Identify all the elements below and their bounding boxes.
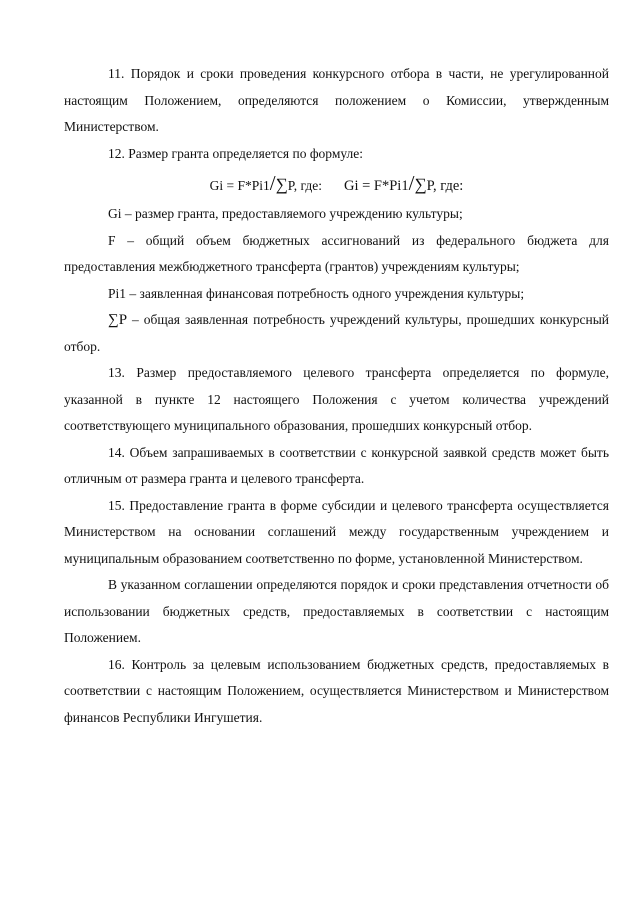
formula-typed-slash: / (269, 170, 276, 195)
paragraph-15: 15. Предоставление гранта в форме субсидии и целевого трансферта осуществляется Министерством на основании соглашений между государственным учреждением и муниципальным образованием соответственно по форме, установленной Министерством. (64, 497, 609, 566)
paragraph-11: 11. Порядок и сроки проведения конкурсного отбора в части, не урегулированной настоящим Положением, определяются положением о Комиссии, утвержденным Министерством. (64, 66, 609, 134)
grant-formula (64, 167, 609, 201)
paragraph-14: 14. Объем запрашиваемых в соответствии с конкурсной заявкой средств может быть отличным от размера гранта и целевого трансферта. (64, 444, 609, 486)
formula-rendered-left: Gi = F*Pi1 (344, 177, 409, 194)
sum-p-symbol: ∑P (108, 312, 128, 328)
formula-typed-right: P, где: (287, 177, 322, 193)
formula-rendered-right: P, где: (426, 177, 464, 194)
sum-p-definition (64, 307, 609, 360)
sum-p-text: – общая заявленная потребность учреждений культуры, прошедших конкурсный отбор. (64, 312, 609, 354)
formula-rendered-slash: / (408, 170, 415, 195)
formula-rendered (344, 166, 463, 203)
paragraph-15-continued: В указанном соглашении определяются порядок и сроки представления отчетности об использовании бюджетных средств, предоставляемых в соответствии с настоящим Положением. (64, 577, 609, 645)
formula-typed (210, 166, 322, 203)
gi-definition: Gi – размер гранта, предоставляемого учреждению культуры; (108, 206, 463, 221)
pi1-definition: Pi1 – заявленная финансовая потребность одного учреждения культуры; (108, 285, 525, 301)
paragraph-13: 13. Размер предоставляемого целевого трансферта определяется по формуле, указанной в пункте 12 настоящего Положения с учетом количества учреждений соответствующего муниципального образования, прошедших конкурсный отбор. (64, 365, 609, 433)
f-definition: F – общий объем бюджетных ассигнований из федерального бюджета для предоставления межбюджетного трансферта (грантов) учреждениям культуры; (64, 232, 609, 274)
paragraph-12: 12. Размер гранта определяется по формуле: (108, 145, 364, 161)
formula-typed-left: Gi = F*Pi1 (209, 177, 270, 193)
formula-rendered-sigma: ∑ (414, 174, 427, 194)
formula-typed-sigma: ∑ (275, 174, 288, 194)
document-body (64, 61, 609, 731)
paragraph-16: 16. Контроль за целевым использованием бюджетных средств, предоставляемых в соответствии с настоящим Положением, осуществляется Министерством и Министерством финансов Республики Ингушетия. (64, 656, 609, 725)
